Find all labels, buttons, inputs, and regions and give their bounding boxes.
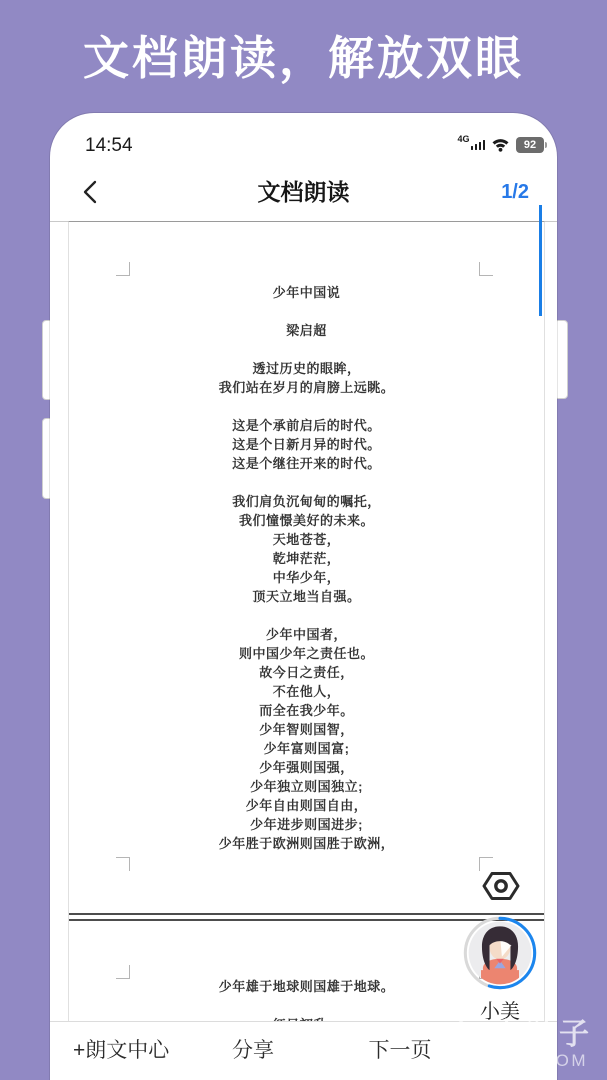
voice-name: 小美 <box>480 1001 520 1023</box>
header <box>50 163 557 222</box>
share-button[interactable]: 分享 <box>232 1039 274 1062</box>
signal-bars-icon <box>471 140 486 150</box>
document-line: 这是个承前启后的时代。 <box>232 418 381 433</box>
document-line: 透过历史的眼眸， <box>252 361 361 376</box>
status-time: 14:54 <box>85 135 133 156</box>
reading-center-button[interactable]: +朗文中心 <box>73 1039 170 1062</box>
document-line <box>69 606 544 625</box>
settings-icon[interactable] <box>482 867 520 905</box>
margin-mark-icon <box>116 857 130 871</box>
scrollbar[interactable] <box>539 205 542 316</box>
document-line: 少年独立则国独立; <box>250 779 363 794</box>
document-line: 少年中国者， <box>265 627 347 642</box>
document-line: 天地苍苍， <box>272 532 341 547</box>
battery-level: 92 <box>523 139 537 151</box>
phone-mockup <box>50 113 557 1080</box>
document-line: 中华少年， <box>272 570 341 585</box>
avatar-illustration-icon <box>462 915 538 991</box>
document-line: 我们肩负沉甸甸的嘱托， <box>232 494 381 509</box>
document-line: 不在他人， <box>272 684 341 699</box>
page-title: 文档朗读 <box>257 179 350 205</box>
document-line: 少年智则国智， <box>259 722 354 737</box>
margin-mark-icon <box>116 262 130 276</box>
watermark <box>432 1016 591 1074</box>
document-line: 则中国少年之责任也。 <box>238 646 374 661</box>
document-line: 而全在我少年。 <box>259 703 354 718</box>
watermark-logo-icon <box>432 1016 490 1074</box>
document-line: 我们憧憬美好的未来。 <box>238 513 374 528</box>
document-line <box>69 473 544 492</box>
document-line <box>69 397 544 416</box>
document-line: 少年强则国强， <box>259 760 354 775</box>
network-type-label: 4G <box>457 134 470 144</box>
document-page-1 <box>69 283 544 853</box>
document-line: 这是个日新月异的时代。 <box>232 437 381 452</box>
document-line: 少年胜于欧洲则国胜于欧洲， <box>218 836 395 851</box>
document-line: 我们站在岁月的肩膀上远眺。 <box>218 380 395 395</box>
document-line: 顶天立地当自强。 <box>252 589 361 604</box>
document-line: 少年中国说 <box>272 285 341 300</box>
document-line <box>69 302 544 321</box>
next-page-button[interactable]: 下一页 <box>368 1039 432 1062</box>
document-line: 乾坤茫茫， <box>272 551 341 566</box>
voice-avatar[interactable] <box>462 915 538 991</box>
document-line: 这是个继往开来的时代。 <box>232 456 381 471</box>
cellular-signal-icon <box>457 134 485 150</box>
page-indicator: 1/2 <box>501 181 529 203</box>
document-line: 故今日之责任， <box>259 665 354 680</box>
document-line: 少年富则国富; <box>263 741 350 756</box>
wifi-icon <box>492 138 509 152</box>
margin-mark-icon <box>479 262 493 276</box>
document-line: 少年自由则国自由， <box>245 798 368 813</box>
banner-title: 文档朗读，解放双眼 <box>83 33 524 84</box>
watermark-domain: 7YZ.COM <box>495 1051 589 1070</box>
status-icons <box>457 134 544 153</box>
document-line: 少年进步则国进步; <box>250 817 363 832</box>
watermark-brand: 七叶子 <box>495 1018 591 1051</box>
document-line <box>69 340 544 359</box>
document-line: 少年雄于地球则国雄于地球。 <box>218 979 395 994</box>
battery-icon <box>516 137 544 153</box>
document-line: 梁启超 <box>286 323 327 338</box>
